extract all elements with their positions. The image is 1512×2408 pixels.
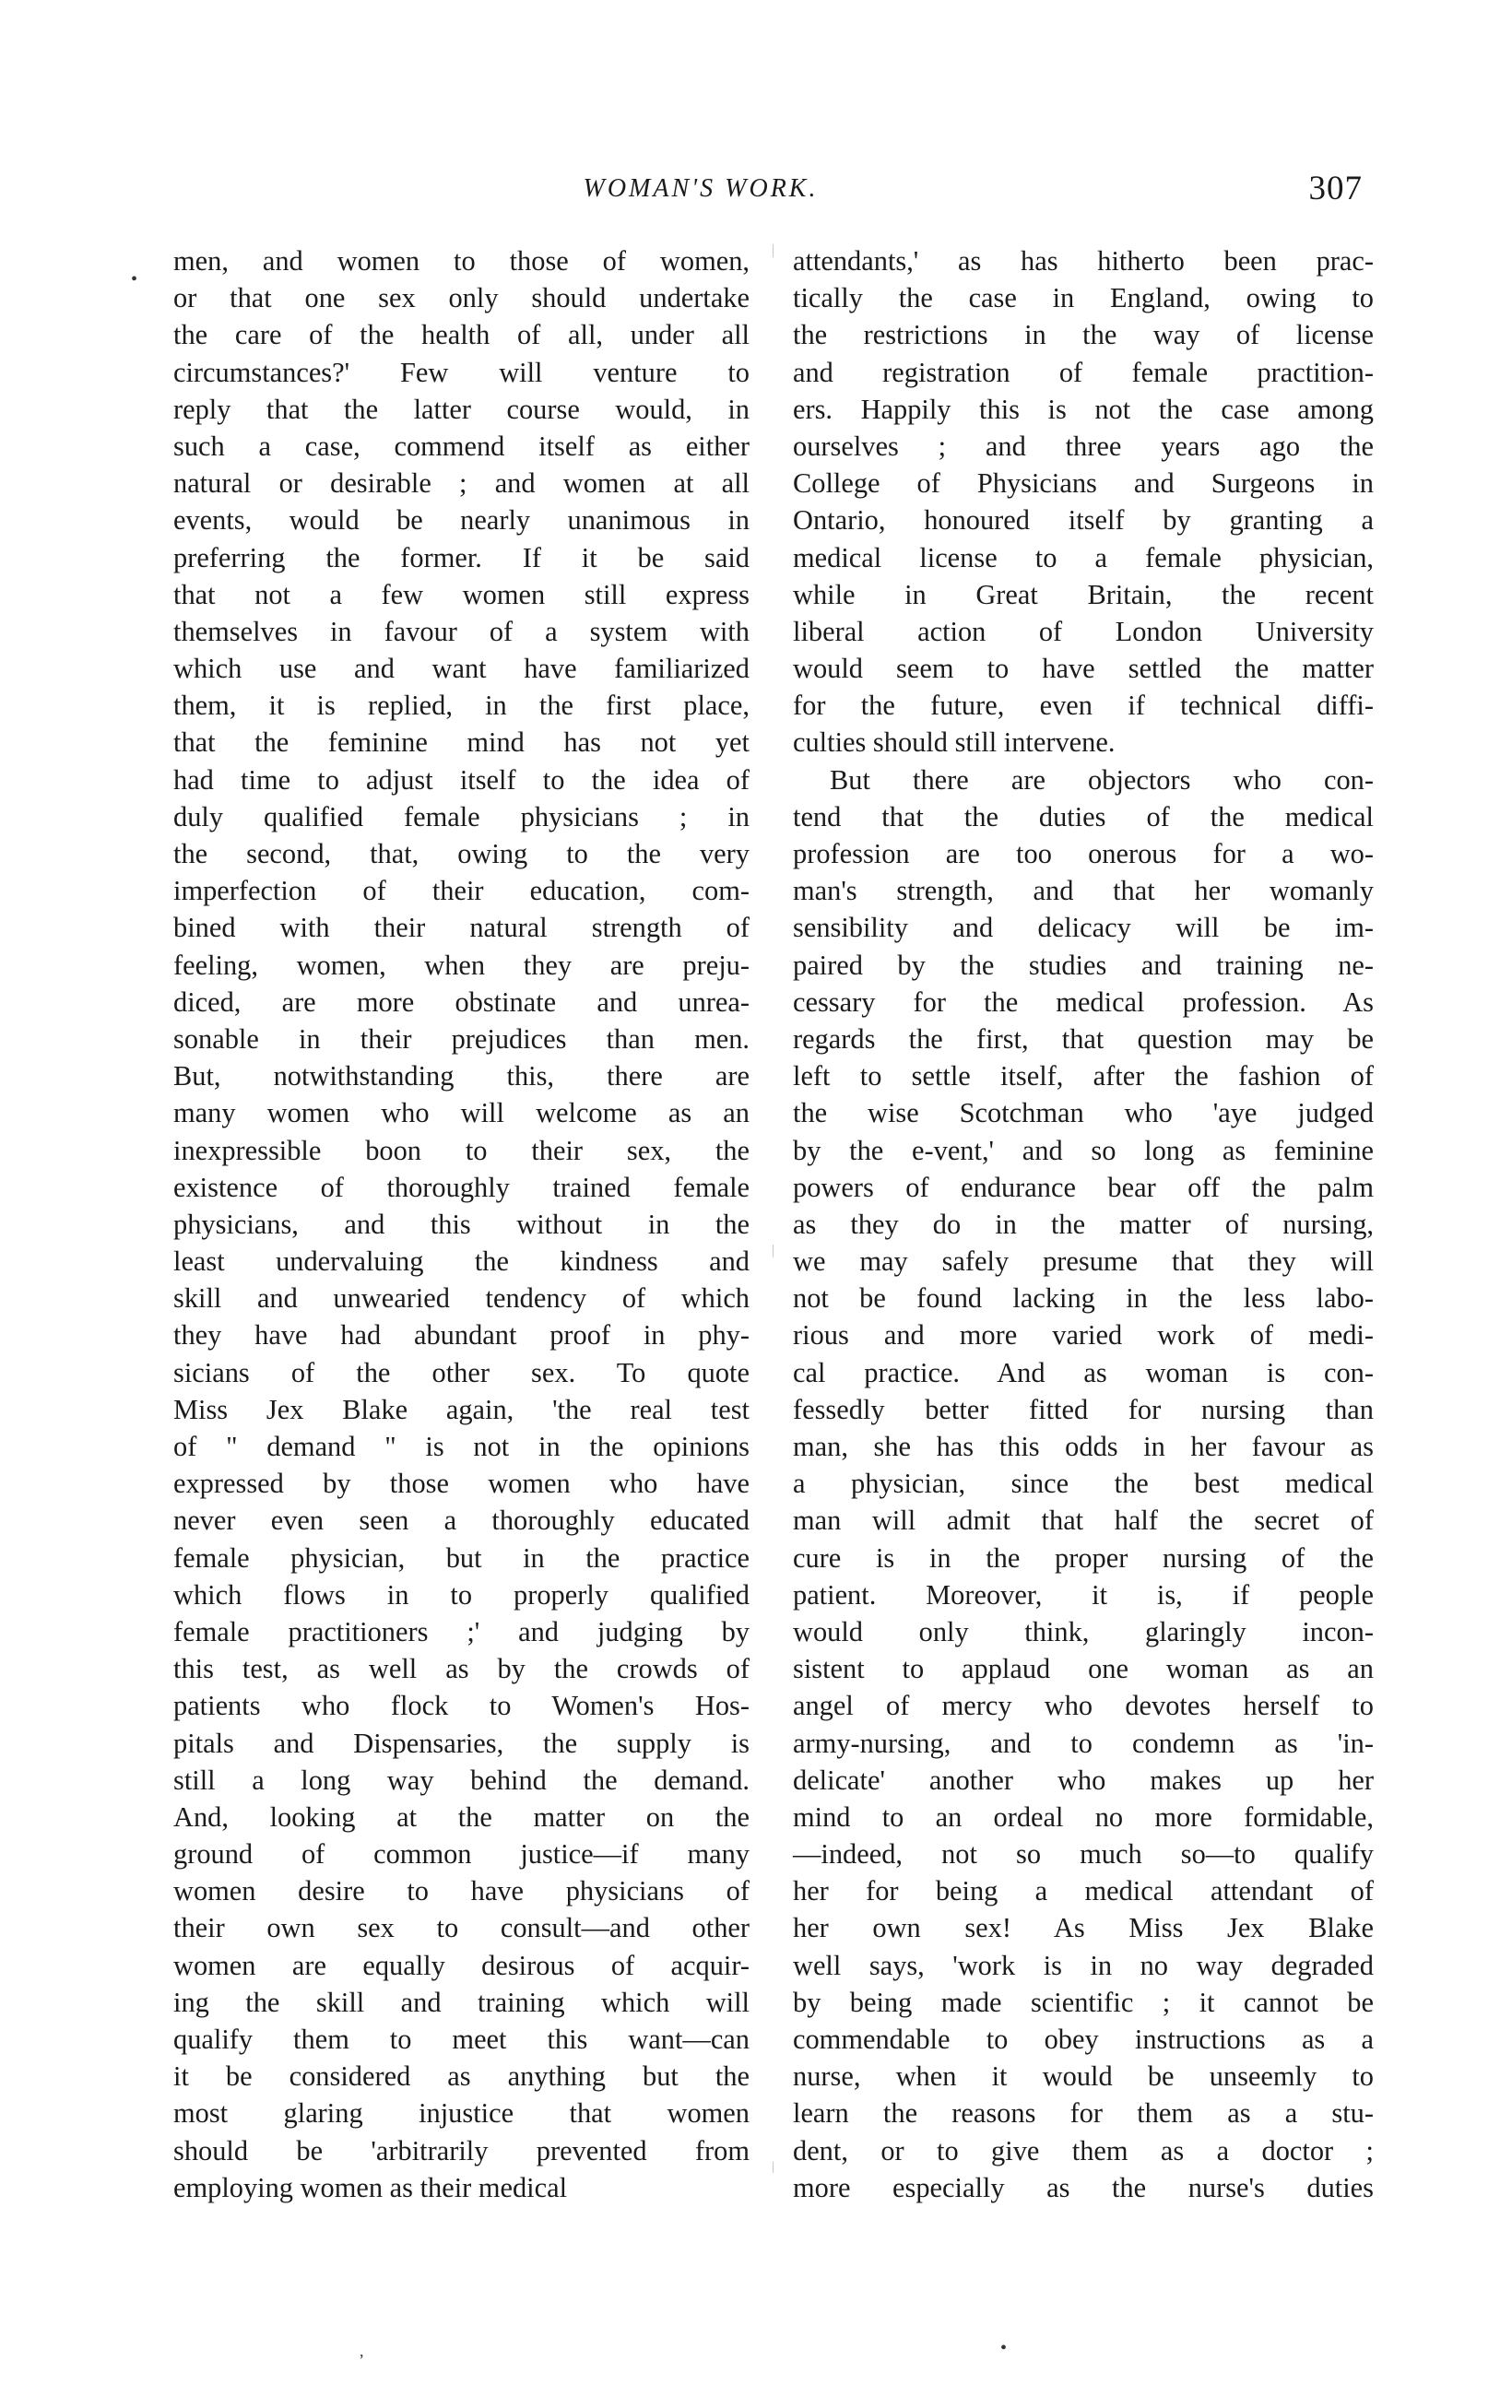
text-line: profession are too onerous for a wo- xyxy=(793,838,1374,869)
text-line: had time to adjust itself to the idea of xyxy=(173,763,750,796)
text-line: man's strength, and that her womanly xyxy=(793,875,1374,907)
stray-ink-mark: • xyxy=(131,269,138,289)
text-line: delicate' another who makes up her xyxy=(793,1764,1374,1796)
text-line: reply that the latter course would, in xyxy=(173,393,750,425)
text-line: man will admit that half the secret of xyxy=(793,1505,1374,1537)
text-line: more especially as the nurse's duties xyxy=(793,2171,1374,2203)
text-line: that not a few women still express xyxy=(173,578,750,610)
left-text-column xyxy=(173,242,750,2206)
text-line: patient. Moreover, it is, if people xyxy=(793,1578,1374,1611)
text-line: sonable in their prejudices than men. xyxy=(173,1022,750,1055)
text-line: attendants,' as has hitherto been prac- xyxy=(793,245,1374,277)
text-line: the wise Scotchman who 'aye judged xyxy=(793,1097,1374,1129)
text-line: Miss Jex Blake again, 'the real test xyxy=(173,1393,750,1425)
text-line: mind to an ordeal no more formidable, xyxy=(793,1800,1374,1833)
text-line: feeling, women, when they are preju- xyxy=(173,949,750,981)
text-line: left to settle itself, after the fashion of xyxy=(793,1060,1374,1092)
text-line: would seem to have settled the matter xyxy=(793,653,1374,685)
text-line: tend that the duties of the medical xyxy=(793,800,1374,832)
gutter-mark xyxy=(773,1245,774,1257)
text-line: man, she has this odds in her favour as xyxy=(793,1431,1374,1462)
text-line: such a case, commend itself as either xyxy=(173,430,750,462)
text-line: army-nursing, and to condemn as 'in- xyxy=(793,1727,1374,1759)
text-line: dent, or to give them as a doctor ; xyxy=(793,2134,1374,2166)
text-line: which use and want have familiarized xyxy=(173,653,750,685)
text-line: it be considered as anything but the xyxy=(173,2060,750,2093)
text-line: a physician, since the best medical xyxy=(793,1468,1374,1500)
text-line: her own sex! As Miss Jex Blake xyxy=(793,1912,1374,1944)
text-line: learn the reasons for them as a stu- xyxy=(793,2097,1374,2130)
text-line: themselves in favour of a system with xyxy=(173,615,750,647)
text-line: medical license to a female physician, xyxy=(793,541,1374,573)
text-line: female practitioners ;' and judging by xyxy=(173,1615,750,1647)
text-line: by the e-vent,' and so long as feminine xyxy=(793,1134,1374,1166)
text-line: events, would be nearly unanimous in xyxy=(173,504,750,537)
text-line: powers of endurance bear off the palm xyxy=(793,1171,1374,1203)
text-line: which flows in to properly qualified xyxy=(173,1578,750,1611)
text-line: skill and unwearied tendency of which xyxy=(173,1282,750,1315)
text-line: most glaring injustice that women xyxy=(173,2097,750,2130)
gutter-mark xyxy=(773,2162,774,2173)
text-line: women desire to have physicians of xyxy=(173,1875,750,1907)
text-line: culties should still intervene. xyxy=(793,726,1116,759)
page-number: 307 xyxy=(1308,170,1363,207)
text-line: duly qualified female physicians ; in xyxy=(173,800,750,832)
text-line: them, it is replied, in the first place, xyxy=(173,690,750,722)
text-line: men, and women to those of women, xyxy=(173,245,750,277)
text-line: patients who flock to Women's Hos- xyxy=(173,1690,750,1722)
text-line: we may safely presume that they will xyxy=(793,1245,1374,1278)
text-line: least undervaluing the kindness and xyxy=(173,1245,750,1278)
stray-ink-mark: • xyxy=(1000,2338,1008,2358)
text-line: while in Great Britain, the recent xyxy=(793,578,1374,610)
text-line: But, notwithstanding this, there are xyxy=(173,1060,750,1092)
right-text-column xyxy=(793,242,1374,2206)
text-line: many women who will welcome as an xyxy=(173,1097,750,1129)
text-line: the second, that, owing to the very xyxy=(173,838,750,869)
text-line: imperfection of their education, com- xyxy=(173,875,750,907)
text-line: commendable to obey instructions as a xyxy=(793,2024,1374,2055)
text-line: employing women as their medical xyxy=(173,2171,568,2203)
text-line: Ontario, honoured itself by granting a xyxy=(793,504,1374,537)
text-line: and registration of female practition- xyxy=(793,356,1374,388)
text-line: by being made scientific ; it cannot be xyxy=(793,1986,1374,2018)
text-line: would only think, glaringly incon- xyxy=(793,1615,1374,1647)
text-line: preferring the former. If it be said xyxy=(173,541,750,573)
text-line: cal practice. And as woman is con- xyxy=(793,1356,1374,1388)
text-line: her for being a medical attendant of xyxy=(793,1875,1374,1907)
text-line: the care of the health of all, under all xyxy=(173,319,750,351)
text-line: should be 'arbitrarily prevented from xyxy=(173,2134,750,2166)
text-line: rious and more varied work of medi- xyxy=(793,1319,1374,1352)
text-line: they have had abundant proof in phy- xyxy=(173,1319,750,1352)
text-line: women are equally desirous of acquir- xyxy=(173,1949,750,1981)
text-line: cure is in the proper nursing of the xyxy=(793,1541,1374,1574)
text-line: —indeed, not so much so—to qualify xyxy=(793,1838,1374,1871)
text-line: liberal action of London University xyxy=(793,615,1374,647)
text-line: as they do in the matter of nursing, xyxy=(793,1208,1374,1240)
text-line: ground of common justice—if many xyxy=(173,1838,750,1871)
text-line: their own sex to consult—and other xyxy=(173,1912,750,1944)
text-line: ourselves ; and three years ago the xyxy=(793,430,1374,462)
text-line: But there are objectors who con- xyxy=(830,763,1374,796)
text-line: ers. Happily this is not the case among xyxy=(793,393,1374,425)
stray-ink-mark: , xyxy=(360,2342,364,2360)
text-line: circumstances?' Few will venture to xyxy=(173,356,750,388)
text-line: not be found lacking in the less labo- xyxy=(793,1282,1374,1315)
text-line: cessary for the medical profession. As xyxy=(793,986,1374,1018)
text-line: qualify them to meet this want—can xyxy=(173,2024,750,2055)
text-line: well says, 'work is in no way degraded xyxy=(793,1949,1374,1981)
text-line: tically the case in England, owing to xyxy=(793,282,1374,314)
text-line: And, looking at the matter on the xyxy=(173,1800,750,1833)
text-line: diced, are more obstinate and unrea- xyxy=(173,986,750,1018)
text-line: that the feminine mind has not yet xyxy=(173,726,750,759)
running-title: WOMAN'S WORK. xyxy=(583,174,819,203)
page-header xyxy=(0,169,1512,215)
text-line: never even seen a thoroughly educated xyxy=(173,1505,750,1537)
text-line: angel of mercy who devotes herself to xyxy=(793,1690,1374,1722)
text-line: female physician, but in the practice xyxy=(173,1541,750,1574)
text-line: regards the first, that question may be xyxy=(793,1022,1374,1055)
text-line: sistent to applaud one woman as an xyxy=(793,1653,1374,1685)
text-line: bined with their natural strength of xyxy=(173,912,750,944)
text-line: sicians of the other sex. To quote xyxy=(173,1356,750,1388)
text-line: paired by the studies and training ne- xyxy=(793,949,1374,981)
text-line: expressed by those women who have xyxy=(173,1468,750,1500)
text-line: or that one sex only should undertake xyxy=(173,282,750,314)
text-line: ing the skill and training which will xyxy=(173,1986,750,2018)
text-line: fessedly better fitted for nursing than xyxy=(793,1393,1374,1425)
text-line: for the future, even if technical diffi- xyxy=(793,690,1374,722)
text-line: of " demand " is not in the opinions xyxy=(173,1431,750,1462)
text-line: sensibility and delicacy will be im- xyxy=(793,912,1374,944)
text-line: inexpressible boon to their sex, the xyxy=(173,1134,750,1166)
text-line: College of Physicians and Surgeons in xyxy=(793,467,1374,500)
text-line: existence of thoroughly trained female xyxy=(173,1171,750,1203)
gutter-mark xyxy=(773,244,774,257)
text-line: physicians, and this without in the xyxy=(173,1208,750,1240)
text-line: still a long way behind the demand. xyxy=(173,1764,750,1796)
text-line: pitals and Dispensaries, the supply is xyxy=(173,1727,750,1759)
text-line: natural or desirable ; and women at all xyxy=(173,467,750,500)
text-line: nurse, when it would be unseemly to xyxy=(793,2060,1374,2093)
text-line: this test, as well as by the crowds of xyxy=(173,1653,750,1685)
text-line: the restrictions in the way of license xyxy=(793,319,1374,351)
